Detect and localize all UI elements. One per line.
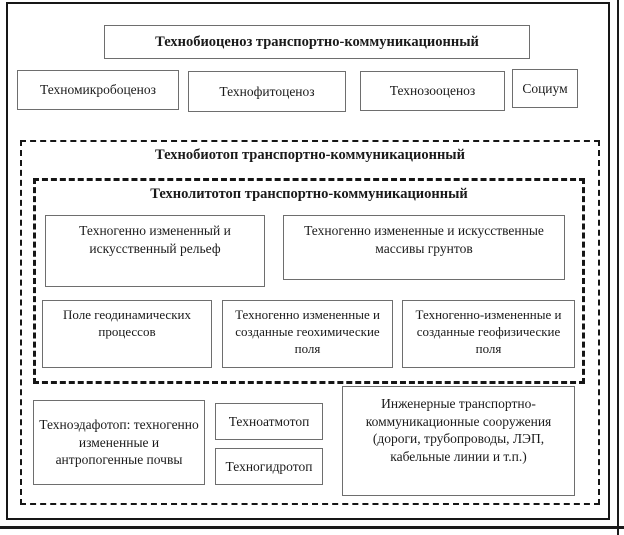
technobiocenosis-box [104, 25, 530, 59]
technoatmotope-label: Техноатмотоп [228, 413, 310, 429]
technoatmotope-box [215, 403, 323, 440]
technophytocenosis-box [188, 71, 346, 112]
geophysical-fields-label: Техногенно-измененные и созданные геофизические поля [415, 307, 562, 356]
technozoocenosis-box [360, 71, 505, 111]
engineering-structures-box [342, 386, 575, 496]
geophysical-fields-box [402, 300, 575, 368]
geochemical-fields-label: Техногенно измененные и созданные геохимические поля [235, 307, 380, 356]
technobiocenosis-title: Технобиоценоз транспортно-коммуникационный [155, 33, 479, 50]
technoedaphotope-label: Техноэдафотоп: техногенно измененные и антропогенные почвы [39, 417, 199, 468]
technolithotope-group [33, 178, 585, 384]
technolithotope-title: Технолитотоп транспортно-коммуникационный [150, 186, 468, 202]
figure-frame [6, 2, 610, 520]
technohydrotope-box [215, 448, 323, 485]
engineering-structures-label: Инженерные транспортно-коммуникационные сооружения (дороги, трубопроводы, ЛЭП, кабельные линии и т.п.) [365, 396, 552, 464]
technomicrobocenosis-box [17, 70, 179, 110]
technohydrotope-label: Техногидротоп [225, 458, 313, 474]
technobiotope-title: Технобиотоп транспортно-коммуникационный [155, 147, 465, 163]
relief-box [45, 215, 265, 287]
technomicrobocenosis-label: Техномикробоценоз [40, 82, 156, 98]
soil-masses-label: Техногенно измененные и искусственные массивы грунтов [304, 223, 544, 256]
technobiotope-group [20, 140, 600, 505]
relief-label: Техногенно измененный и искусственный рельеф [79, 223, 231, 256]
socium-box [512, 69, 578, 108]
technophytocenosis-label: Технофитоценоз [219, 83, 315, 99]
page-table-border-right [617, 0, 619, 535]
technoedaphotope-box [33, 400, 205, 485]
geodynamic-field-box [42, 300, 212, 368]
technozoocenosis-label: Технозооценоз [389, 83, 476, 99]
soil-masses-box [283, 215, 565, 280]
socium-label: Социум [522, 80, 568, 96]
geodynamic-field-label: Поле геодинамических процессов [63, 307, 191, 339]
page-table-border-bottom [0, 526, 624, 529]
geochemical-fields-box [222, 300, 393, 368]
